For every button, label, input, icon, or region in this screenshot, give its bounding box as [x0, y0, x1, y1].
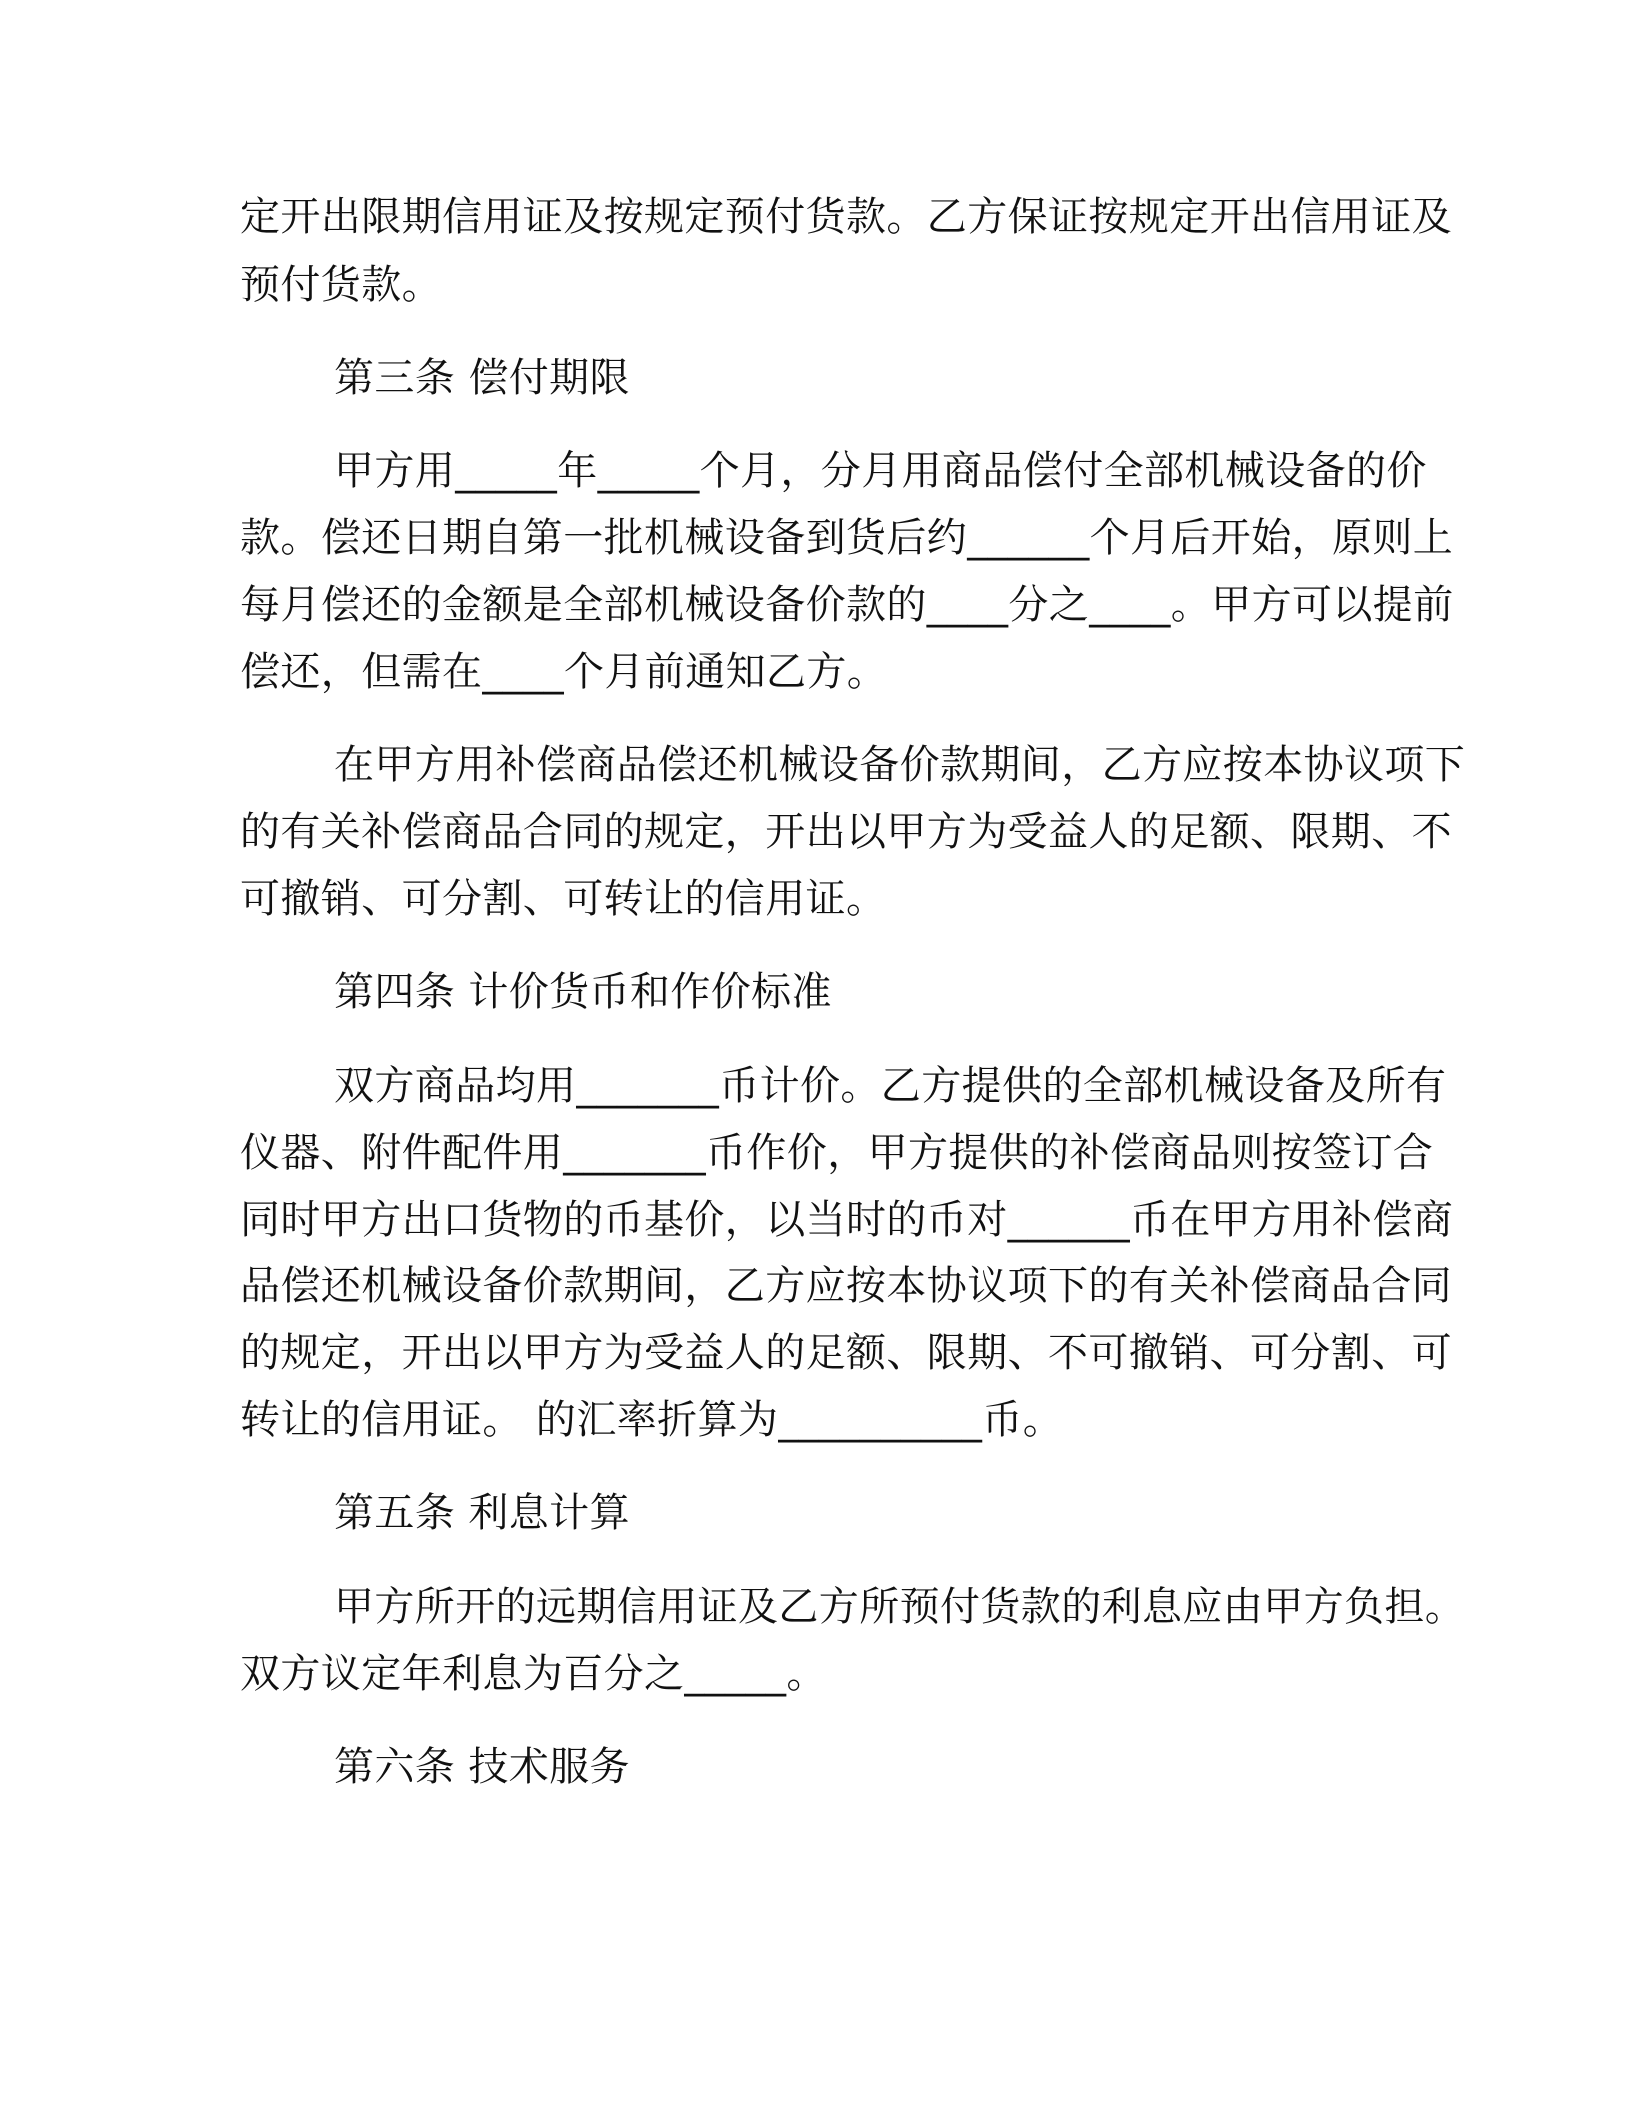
paragraph-line: 定开出限期信用证及按规定预付货款。乙方保证按规定开出信用证及 — [240, 194, 1452, 240]
paragraph-line: 品偿还机械设备价款期间，乙方应按本协议项下的有关补偿商品合同 — [240, 1263, 1452, 1309]
paragraph-line: 同时甲方出口货物的币基价，以当时的币对______币在甲方用补偿商 — [240, 1197, 1454, 1243]
paragraph-line: 双方议定年利息为百分之_____。 — [240, 1651, 827, 1697]
article-heading: 第三条 偿付期限 — [334, 355, 630, 401]
article-heading: 第四条 计价货币和作价标准 — [334, 969, 832, 1015]
paragraph-line: 在甲方用补偿商品偿还机械设备价款期间，乙方应按本协议项下 — [334, 742, 1466, 788]
paragraph-line: 偿还，但需在____个月前通知乙方。 — [240, 649, 888, 695]
article-heading: 第五条 利息计算 — [334, 1490, 630, 1536]
paragraph-line: 款。偿还日期自第一批机械设备到货后约______个月后开始，原则上 — [240, 515, 1454, 561]
paragraph-line: 每月偿还的金额是全部机械设备价款的____分之____。甲方可以提前 — [240, 582, 1454, 628]
paragraph-line: 预付货款。 — [240, 262, 442, 308]
paragraph-line: 转让的信用证。 的汇率折算为__________币。 — [240, 1397, 1064, 1443]
paragraph-line: 双方商品均用_______币计价。乙方提供的全部机械设备及所有 — [334, 1063, 1447, 1109]
paragraph-line: 甲方用_____年_____个月，分月用商品偿付全部机械设备的价 — [334, 448, 1427, 494]
paragraph-line: 可撤销、可分割、可转让的信用证。 — [240, 876, 887, 922]
paragraph-line: 甲方所开的远期信用证及乙方所预付货款的利息应由甲方负担。 — [334, 1584, 1466, 1630]
paragraph-line: 的有关补偿商品合同的规定，开出以甲方为受益人的足额、限期、不 — [240, 809, 1452, 855]
paragraph-line: 的规定，开出以甲方为受益人的足额、限期、不可撤销、可分割、可 — [240, 1330, 1452, 1376]
article-heading: 第六条 技术服务 — [334, 1744, 630, 1790]
paragraph-line: 仪器、附件配件用_______币作价，甲方提供的补偿商品则按签订合 — [240, 1130, 1434, 1176]
